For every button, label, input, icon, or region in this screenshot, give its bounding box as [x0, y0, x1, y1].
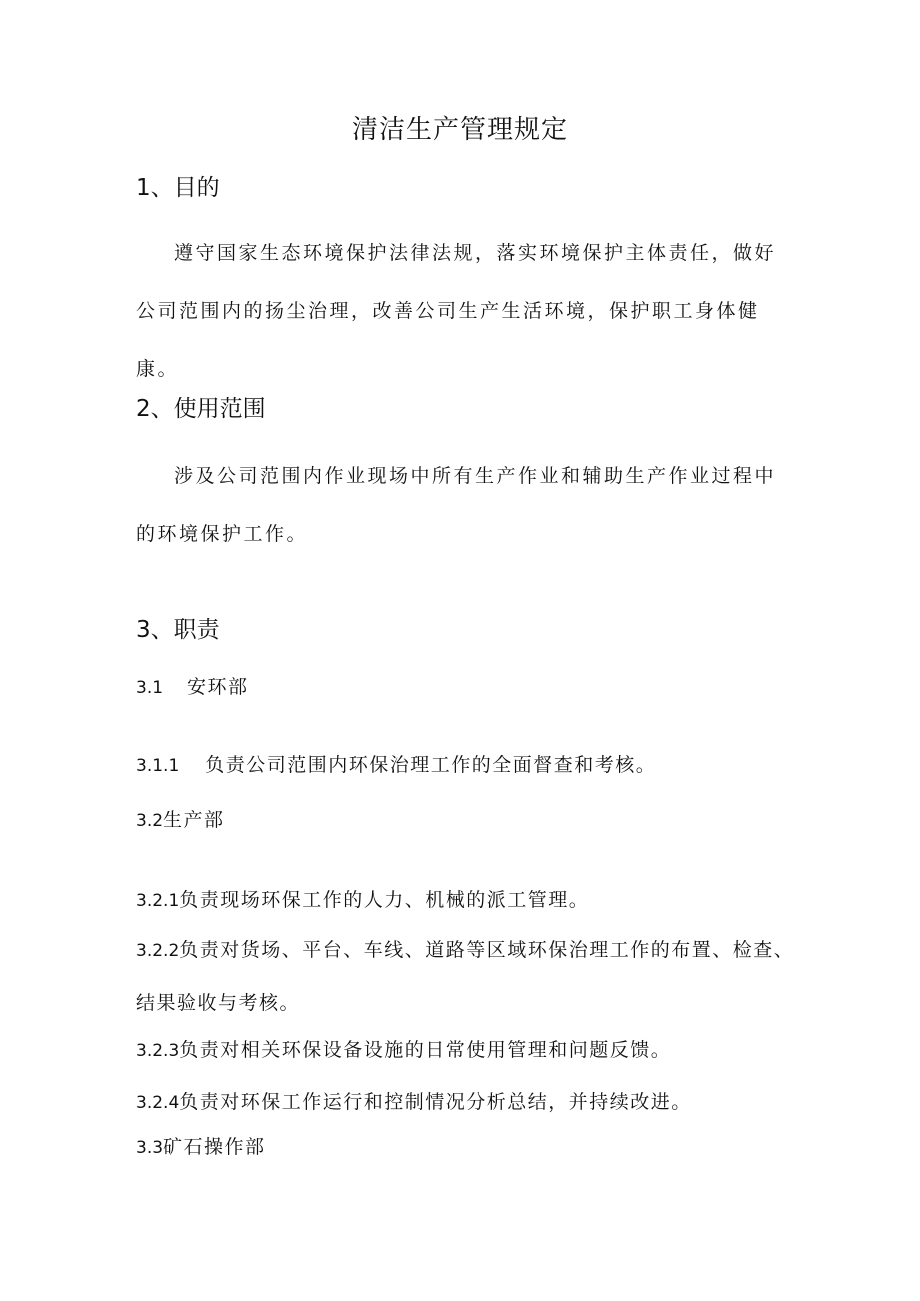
item-label: 矿石操作部	[163, 1136, 266, 1158]
item-text: 负责对货场、平台、车线、道路等区域环保治理工作的布置、检查、结果验收与考核。	[136, 939, 795, 1014]
duty-item-3-2-2	[136, 924, 796, 1029]
section-body-purpose: 遵守国家生态环境保护法律法规，落实环境保护主体责任，做好公司范围内的扬尘治理，改善公司生产生活环境，保护职工身体健康。	[136, 242, 777, 380]
duty-item-3-2-3	[136, 1035, 796, 1066]
section-heading-purpose: 1、目的	[136, 175, 220, 201]
duty-item-3-3	[136, 1132, 796, 1163]
item-label: 生产部	[163, 809, 225, 831]
duty-item-3-2	[136, 805, 796, 836]
item-text: 负责对环保工作运行和控制情况分析总结，并持续改进。	[179, 1091, 692, 1113]
duty-item-3-2-4	[136, 1087, 796, 1118]
document-title: 清洁生产管理规定	[351, 115, 568, 145]
duty-item-3-1	[136, 672, 796, 703]
section-heading-duties: 3、职责	[136, 617, 220, 643]
item-number: 3.3	[136, 1138, 164, 1158]
item-label: 安环部	[187, 676, 249, 698]
item-number: 3.2.4	[136, 1093, 180, 1113]
item-number: 3.2.3	[136, 1041, 180, 1061]
item-number: 3.1	[136, 678, 164, 698]
item-number: 3.1.1	[136, 756, 180, 776]
item-number: 3.2.2	[136, 941, 180, 961]
item-text: 负责现场环保工作的人力、机械的派工管理。	[179, 889, 590, 911]
item-number: 3.2.1	[136, 891, 180, 911]
duty-item-3-1-1	[136, 750, 796, 781]
section-heading-scope: 2、使用范围	[136, 396, 266, 422]
item-text: 负责对相关环保设备设施的日常使用管理和问题反馈。	[179, 1039, 672, 1061]
duty-item-3-2-1	[136, 885, 796, 916]
item-text: 负责公司范围内环保治理工作的全面督查和考核。	[205, 754, 657, 776]
section-body-scope: 涉及公司范围内作业现场中所有生产作业和辅助生产作业过程中的环境保护工作。	[136, 465, 777, 545]
item-number: 3.2	[136, 811, 164, 831]
